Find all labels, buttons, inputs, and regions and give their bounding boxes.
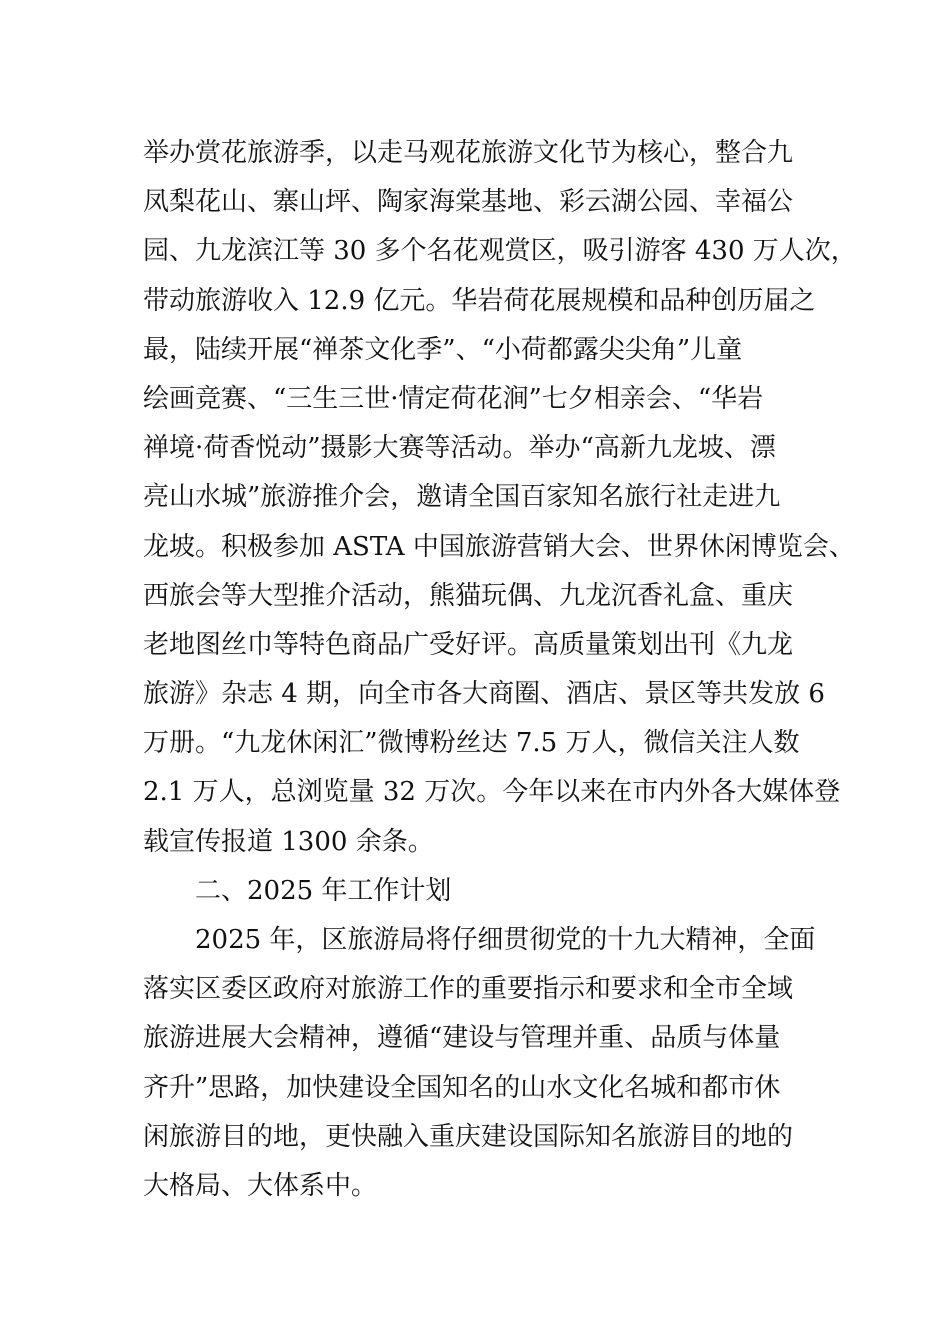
text-line: 龙坡。积极参加 ASTA 中国旅游营销大会、世界休闲博览会、 xyxy=(143,531,855,562)
text-line: 万册。“九龙休闲汇”微博粉丝达 7.5 万人，微信关注人数 xyxy=(143,728,800,759)
text-line: 落实区委区政府对旅游工作的重要指示和要求和全市全域 xyxy=(143,974,794,1005)
document-body xyxy=(143,129,857,1211)
text-line: 2025 年，区旅游局将仔细贯彻党的十九大精神，全面 xyxy=(195,925,816,955)
paragraph-tourism-promotion xyxy=(143,129,857,867)
text-line: 举办赏花旅游季，以走马观花旅游文化节为核心，整合九 xyxy=(143,138,794,168)
text-line: 载宣传报道 1300 余条。 xyxy=(143,826,434,857)
text-line: 最，陆续开展“禅茶文化季”、“小荷都露尖尖角”儿童 xyxy=(143,334,743,365)
text-line: 齐升”思路，加快建设全国知名的山水文化名城和都市休 xyxy=(143,1072,781,1103)
text-line: 大格局、大体系中。 xyxy=(143,1170,378,1201)
text-line: 旅游》杂志 4 期，向全市各大商圈、酒店、景区等共发放 6 xyxy=(143,679,825,710)
section-heading: 二、2025 年工作计划 xyxy=(195,875,452,906)
text-line: 西旅会等大型推介活动，熊猫玩偶、九龙沉香礼盒、重庆 xyxy=(143,580,794,611)
text-line: 带动旅游收入 12.9 亿元。华岩荷花展规模和品种创历届之 xyxy=(143,285,816,316)
text-line: 旅游进展大会精神，遵循“建设与管理并重、品质与体量 xyxy=(143,1023,781,1054)
text-line: 亮山水城”旅游推介会，邀请全国百家知名旅行社走进九 xyxy=(143,482,781,513)
text-line: 2.1 万人，总浏览量 32 万次。今年以来在市内外各大媒体登 xyxy=(143,777,841,808)
text-line: 凤梨花山、寨山坪、陶家海棠基地、彩云湖公园、幸福公 xyxy=(143,187,794,218)
text-line: 绘画竞赛、“三生三世·情定荷花涧”七夕相亲会、“华岩 xyxy=(143,383,764,414)
text-line: 老地图丝巾等特色商品广受好评。高质量策划出刊《九龙 xyxy=(143,629,794,660)
text-line: 闲旅游目的地，更快融入重庆建设国际知名旅游目的地的 xyxy=(143,1121,794,1152)
text-line: 园、九龙滨江等 30 多个名花观赏区，吸引游客 430 万人次， xyxy=(143,236,857,267)
paragraph-work-plan xyxy=(143,916,823,1211)
text-line: 禅境·荷香悦动”摄影大赛等活动。举办“高新九龙坡、漂 xyxy=(143,433,776,464)
